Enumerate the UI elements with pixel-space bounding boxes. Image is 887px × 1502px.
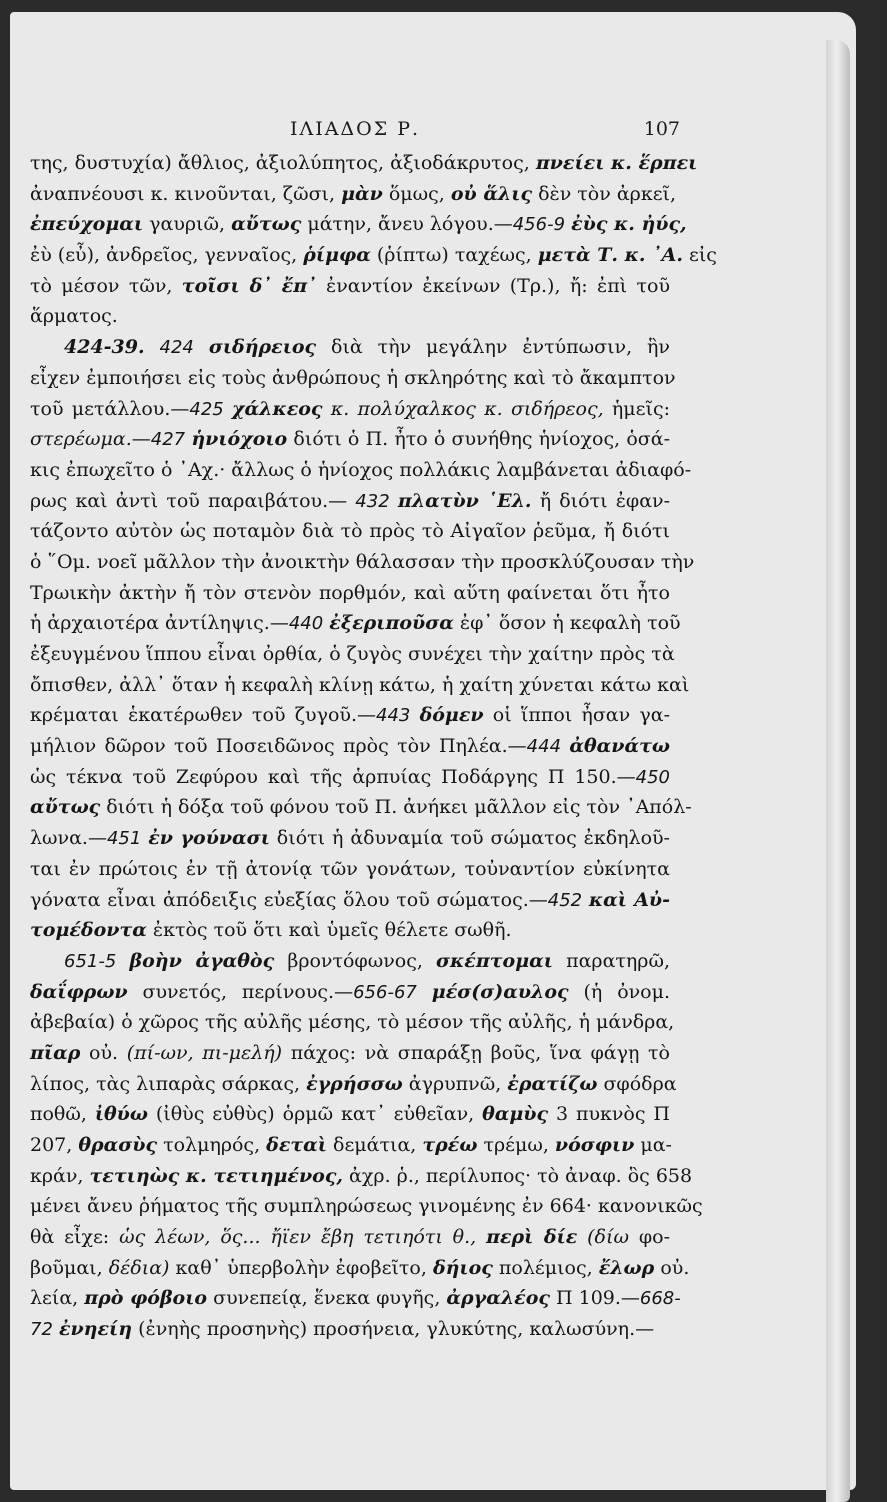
lemma-headword: ἔλωρ <box>598 1256 655 1279</box>
text-run: διὰ τὴν μεγάλην ἐντύπωσιν, ἣν <box>316 336 670 359</box>
page-header <box>30 118 680 148</box>
text-run: γόνατα εἶναι ἀπόδειξις εὐεξίας ὅλου τοῦ σώματος.— <box>30 888 548 911</box>
verse-number: 450 <box>635 766 670 788</box>
text-line <box>30 792 692 823</box>
lemma-headword: ἰθύω <box>94 1103 148 1126</box>
text-line <box>30 1099 670 1130</box>
lemma-headword: βοὴν ἀγαθὸς <box>129 949 275 972</box>
lemma-headword: ἐρατίζω <box>507 1072 598 1095</box>
text-line <box>30 1314 670 1345</box>
text-line <box>30 301 670 332</box>
text-run: ται ἐν πρώτοις ἐν τῇ ἀτονίᾳ τῶν γονάτων, τοὐναντίον εὐκίνητα <box>30 857 670 880</box>
italic-text: (δίω <box>587 1226 629 1249</box>
text-run: ἀχρ. ῥ., περίλυπος· τὸ ἀναφ. ὃς 658 <box>343 1164 693 1187</box>
lemma-headword: σκέπτομαι <box>436 949 553 972</box>
text-run: διότι ἡ ἀδυναμία τοῦ σώματος ἐκδηλοῦ- <box>269 827 670 850</box>
verse-number: 656-67 <box>353 981 417 1003</box>
lemma-headword: ἐνηείη <box>58 1318 133 1341</box>
text-run: θὰ εἶχε: <box>30 1226 120 1249</box>
text-line <box>30 578 670 609</box>
verse-number: 440 <box>288 613 324 635</box>
verse-number: 444 <box>526 736 562 758</box>
italic-text: (πί-ων, πι-μελή) <box>126 1041 283 1064</box>
text-line <box>30 424 670 455</box>
text-run: τοῦ μετάλλου.— <box>30 397 190 420</box>
text-run <box>476 1226 486 1248</box>
lemma-headword: θρασὺς <box>78 1134 158 1156</box>
lemma-headword: ἐγρήσσω <box>306 1072 403 1095</box>
text-line <box>30 363 676 394</box>
text-run: εἰς <box>682 244 717 267</box>
text-run: κις ἐπωχεῖτο ὁ ᾿Αχ.· ἄλλως ὁ ἡνίοχος πολλάκις λαμβάνεται ἀδιαφό- <box>30 458 692 481</box>
verse-number: 432 <box>355 490 390 512</box>
text-line <box>30 608 681 639</box>
lemma-headword: δαΐφρων <box>30 980 128 1003</box>
text-line <box>30 1069 677 1100</box>
verse-number: 651-5 <box>64 950 117 972</box>
page-edge-shadow <box>826 40 850 1502</box>
text-run: λεία, <box>30 1287 85 1310</box>
text-run: ἀγρυπνῶ, <box>402 1072 508 1095</box>
text-run: τάζοντο αὐτὸν ὡς ποταμὸν διὰ τὸ πρὸς τὸ Αἰγαῖον ῥεῦμα, ἤ διότι <box>30 520 670 543</box>
text-run: οὐ. <box>80 1041 127 1064</box>
text-run: ἡμεῖς: <box>603 397 670 420</box>
text-run: 207, <box>30 1134 79 1156</box>
italic-text: κ. πολύχαλκος κ. σιδήρεος, <box>330 397 604 420</box>
text-run <box>194 336 209 358</box>
commentary-text <box>30 148 717 1345</box>
text-line <box>30 271 670 302</box>
text-run: συνετός, περίνους.— <box>127 980 354 1003</box>
verse-number: 443 <box>376 705 411 727</box>
text-run: κρέμαται ἑκατέρωθεν τοῦ ζυγοῦ.— <box>30 704 376 727</box>
text-run <box>145 336 160 358</box>
lemma-headword: δεταὶ <box>266 1134 327 1156</box>
lemma-headword: ἡνιόχοιο <box>191 428 288 451</box>
text-run: συνεπείᾳ, ἕνεκα φυγῆς, <box>207 1287 447 1310</box>
verse-number: 451 <box>106 828 142 850</box>
text-run: οὐ. <box>654 1256 690 1279</box>
text-run: Π 109.— <box>549 1287 640 1310</box>
text-line <box>30 731 670 762</box>
text-run: (ἡ ὀνομ. <box>568 980 671 1003</box>
verse-number: 424 <box>159 337 194 359</box>
text-run: γαυριῶ, <box>143 213 232 236</box>
lemma-headword: σιδήρειος <box>208 336 317 359</box>
text-line <box>30 885 670 916</box>
lemma-headword: 424-39. <box>64 336 145 359</box>
text-run: δεμάτια, <box>326 1134 423 1156</box>
text-run: — <box>131 428 151 451</box>
text-run: ὅμως, <box>382 182 451 205</box>
text-run: τολμηρός, <box>157 1134 267 1156</box>
verse-number: 427 <box>150 429 186 451</box>
lemma-headword: πνείει κ. ἕρπει <box>535 152 698 174</box>
text-run: ἤ διότι ἐφαν- <box>531 489 671 512</box>
lemma-headword: δόμεν <box>419 704 484 727</box>
text-run: (ῥίπτω) ταχέως, <box>370 244 538 267</box>
text-run: φο- <box>628 1226 670 1249</box>
text-line <box>30 455 692 486</box>
text-run: λωνα.— <box>30 827 107 850</box>
text-line <box>30 148 698 179</box>
text-run: τρέμω, <box>477 1134 555 1156</box>
text-line <box>30 516 670 547</box>
lemma-headword: μὰν <box>341 182 383 205</box>
text-run: σφόδρα <box>597 1072 677 1095</box>
text-run: ἐὺ (εὖ), ἀνδρεῖος, γενναῖος, <box>30 244 304 267</box>
lemma-headword: αὔτως <box>30 796 101 819</box>
text-line <box>30 1130 670 1161</box>
text-line <box>30 1161 693 1192</box>
lemma-headword: νόσφιν <box>554 1134 635 1156</box>
lemma-headword: ἐξεριποῦσα <box>329 612 454 635</box>
text-run: (ἐνηὴς προσηνὴς) προσήνεια, γλυκύτης, καλωσύνη.— <box>132 1318 655 1341</box>
verse-number: 72 <box>30 1319 53 1341</box>
verse-number: 668- <box>639 1288 681 1310</box>
text-run: ἀναπνέουσι κ. κινοῦνται, ζῶσι, <box>30 182 342 205</box>
text-run <box>582 889 589 911</box>
italic-text: ὡς λέων, ὅς... ἤϊεν ἔβη τετιηότι θ., <box>119 1226 477 1249</box>
text-run: ὡς τέκνα τοῦ Ζεφύρου καὶ τῆς ἁρπυίας Ποδάργης Π 150.— <box>30 765 636 788</box>
text-line <box>30 700 670 731</box>
text-run <box>410 704 419 726</box>
text-line <box>30 639 675 670</box>
text-run: δὲν τὸν ἀρκεῖ, <box>532 182 677 205</box>
text-run: καθ᾿ ὑπερβολὴν ἐφοβεῖτο, <box>169 1256 433 1279</box>
lemma-headword: περὶ δίε <box>486 1226 578 1249</box>
text-line <box>30 946 670 977</box>
text-line <box>30 762 670 793</box>
text-line <box>30 486 670 517</box>
text-run: 3 πυκνὸς Π <box>548 1103 670 1126</box>
text-run <box>224 398 232 420</box>
lemma-headword: ἀργαλέος <box>446 1287 550 1310</box>
lemma-headword: τοῖσι δ᾿ ἔπ᾿ <box>181 274 317 297</box>
text-line <box>30 1283 681 1314</box>
text-run: (ἰθὺς εὐθὺς) ὁρμῶ κατ᾿ εὐθεῖαν, <box>147 1103 483 1126</box>
text-run: οἱ ἵπποι ἦσαν γα- <box>483 704 670 727</box>
text-line <box>30 1222 670 1253</box>
lemma-headword: μετὰ Τ. κ. ᾿Α. <box>537 244 683 267</box>
lemma-headword: θαμὺς <box>482 1103 549 1126</box>
text-run: ἐφ᾿ ὅσον ἡ κεφαλὴ τοῦ <box>453 612 681 635</box>
lemma-headword: χάλκεος <box>232 397 323 420</box>
text-line <box>30 209 687 240</box>
text-run: ὁ ῞Ομ. νοεῖ μᾶλλον τὴν ἀνοικτὴν θάλασσαν τὴν προσκλύζουσαν τὴν <box>30 550 695 573</box>
text-run: ἡ ἀρχαιοτέρα ἀντίληψις.— <box>30 612 289 635</box>
text-run: μάτην, ἄνευ λόγου.— <box>301 213 513 236</box>
lemma-headword: ῥίμφα <box>303 244 371 267</box>
text-line <box>30 854 670 885</box>
text-run <box>577 1226 587 1248</box>
verse-number: 456-9 <box>512 214 566 236</box>
text-line <box>30 915 670 946</box>
text-run: μήλιον δῶρον τοῦ Ποσειδῶνος πρὸς τὸν Πηλέα.— <box>30 735 527 758</box>
lemma-headword: πρὸ φόβοιο <box>84 1287 208 1310</box>
text-run: της, δυστυχία) ἄθλιος, ἀξιολύπητος, ἀξιοδάκρυτος, <box>30 152 536 174</box>
lemma-headword: πλατὺν ῾Ελ. <box>397 489 532 512</box>
lemma-headword: τομέδοντα <box>30 919 147 942</box>
lemma-headword: αὔτως <box>231 213 302 236</box>
text-line <box>30 1007 675 1038</box>
lemma-headword: ἐπεύχομαι <box>30 213 144 236</box>
text-run: εἶχεν ἐμποιήσει εἰς τοὺς ἀνθρώπους ἡ σκληρότης καὶ τὸ ἄκαμπτον <box>30 366 676 389</box>
text-line <box>30 1038 670 1069</box>
text-line <box>30 977 670 1008</box>
text-run: ἀβεβαία) ὁ χῶρος τῆς αὐλῆς μέσης, τὸ μέσον τῆς αὐλῆς, ἡ μάνδρα, <box>30 1011 675 1034</box>
text-line <box>30 823 670 854</box>
text-line <box>30 670 690 701</box>
text-run: μένει ἄνευ ῥήματος τῆς συμπληρώσεως γινομένης ἐν 664· κανονικῶς <box>30 1195 703 1218</box>
text-line <box>30 1191 703 1222</box>
lemma-headword: ἐν γούνασι <box>148 827 270 850</box>
page-number: 107 <box>643 118 680 140</box>
lemma-headword: μέσ(σ)αυλος <box>431 980 569 1003</box>
lemma-headword: τρέω <box>422 1134 478 1156</box>
text-line <box>30 332 670 363</box>
text-run: πάχος: νὰ σπαράξῃ βοῦς, ἵνα φάγῃ τὸ <box>282 1041 670 1064</box>
lemma-headword: πῖαρ <box>30 1041 81 1064</box>
text-run: τὸ μέσον τῶν, <box>30 274 182 297</box>
text-run: Τρωικὴν ἀκτὴν ἤ τὸν στενὸν πορθμόν, καὶ αὕτη φαίνεται ὅτι ἦτο <box>30 581 670 604</box>
text-line <box>30 394 670 425</box>
text-line <box>30 179 677 210</box>
text-line <box>30 1253 690 1284</box>
text-run: πολέμιος, <box>492 1256 599 1279</box>
text-run: διότι ὁ Π. ἦτο ὁ συνήθης ἡνίοχος, ὁσά- <box>287 428 670 451</box>
text-run: κράν, <box>30 1164 90 1187</box>
text-run <box>323 398 331 420</box>
running-head: ΙΛΙΑΔΟΣ Ρ. <box>289 118 421 140</box>
verse-number: 452 <box>547 889 583 911</box>
lemma-headword: τετιηὼς κ. τετιημένος, <box>89 1164 344 1187</box>
text-run: ὄπισθεν, ἀλλ᾿ ὅταν ἡ κεφαλὴ κλίνῃ κάτω, ἡ χαίτη χύνεται κάτω καὶ <box>30 673 690 696</box>
text-run: ἐκτὸς τοῦ ὅτι καὶ ὑμεῖς θέλετε σωθῆ. <box>146 919 512 942</box>
text-run: παρατηρῶ, <box>552 949 670 972</box>
text-run: διότι ἡ δόξα τοῦ φόνου τοῦ Π. ἀνήκει μᾶλλον εἰς τὸν ᾿Απόλ- <box>100 796 692 819</box>
italic-text: δέδια) <box>108 1256 170 1279</box>
lemma-headword: ἀθανάτω <box>569 735 670 758</box>
text-run: λίπος, τὰς λιπαρὰς σάρκας, <box>30 1072 307 1095</box>
text-run: ρως καὶ ἀντὶ τοῦ παραιβάτου.— <box>30 489 356 512</box>
text-run: ἐναντίον ἐκείνων (Τρ.), ἤ: ἐπὶ τοῦ <box>316 274 670 297</box>
text-run <box>390 490 398 512</box>
text-run: βοῦμαι, <box>30 1256 109 1279</box>
text-line <box>30 547 695 578</box>
italic-text: στερέωμα. <box>30 428 132 451</box>
text-run: μα- <box>634 1134 672 1156</box>
lemma-headword: καὶ Αὐ- <box>588 888 671 911</box>
text-run: ἐξευγμένου ἵππου εἶναι ὀρθία, ὁ ζυγὸς συνέχει τὴν χαίτην πρὸς τὰ <box>30 643 675 665</box>
lemma-headword: ἐὺς κ. ἠύς, <box>571 213 687 236</box>
text-run: ποθῶ, <box>30 1103 95 1126</box>
lemma-headword: δήιος <box>432 1256 493 1279</box>
text-run: ἅρματος. <box>30 305 118 328</box>
verse-number: 425 <box>189 398 224 420</box>
lemma-headword: οὐ ἅλις <box>450 182 533 205</box>
text-line <box>30 240 717 271</box>
text-run <box>116 950 129 972</box>
text-run: βροντόφωνος, <box>274 949 437 972</box>
text-run <box>417 981 432 1003</box>
